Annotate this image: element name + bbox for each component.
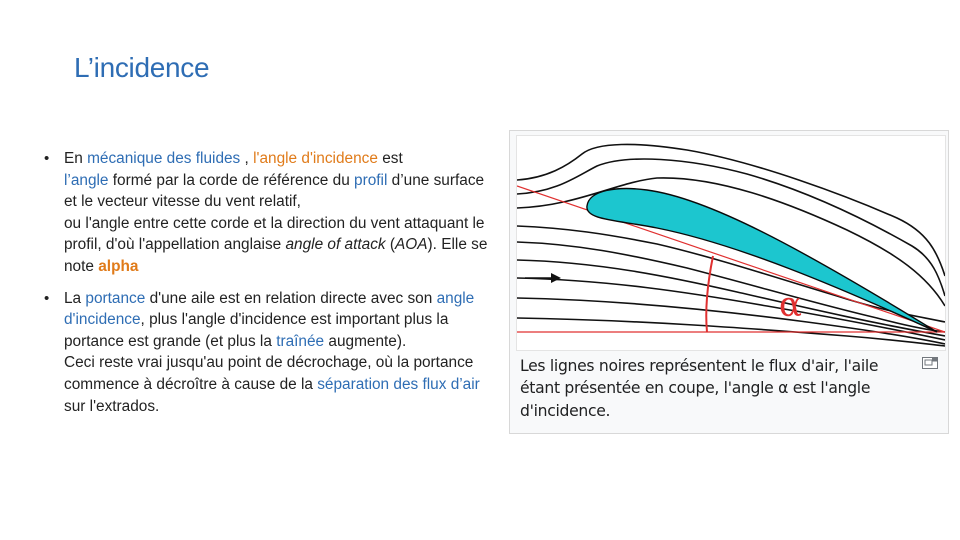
streamline <box>517 242 945 332</box>
text: , plus l'angle d'incidence est important plus la portance est grande (et plus la <box>64 311 449 350</box>
text: sur l'extrados. <box>64 397 160 415</box>
bullet-item-portance <box>44 288 494 418</box>
text: d’une surface et le vecteur vitesse du vent relatif, <box>64 171 485 211</box>
term-aoa: AOA <box>395 236 428 254</box>
text: augmente). <box>324 332 407 350</box>
text: Ceci reste vrai jusqu'au point de décrochage, où la portance commence à décroître à cause de la <box>64 354 474 393</box>
link-angle-incidence[interactable]: angle d'incidence <box>64 289 475 329</box>
text: , <box>240 150 254 167</box>
figure-box <box>509 130 949 434</box>
angle-arc <box>706 256 713 332</box>
airfoil-diagram <box>517 136 945 350</box>
bullet-item-definition <box>44 148 494 278</box>
highlight-alpha: alpha <box>98 257 139 275</box>
airfoil-image[interactable] <box>516 135 946 351</box>
text: La <box>64 289 86 307</box>
figure-caption: Les lignes noires représentent le flux d'air, l'aile étant présentée en coupe, l'angle α est l'angle d'incidence. <box>520 357 879 420</box>
text: ). Elle se note <box>64 236 488 275</box>
link-mecanique-des-fluides[interactable]: mécanique des fluides <box>87 150 241 167</box>
term-angle-of-attack: angle of attack <box>285 236 386 254</box>
text: d'une aile est en relation directe avec son <box>145 289 437 307</box>
text: formé par la corde de référence du <box>108 171 355 189</box>
text: est <box>377 150 403 167</box>
link-portance[interactable]: portance <box>85 289 146 307</box>
text: En <box>64 150 88 167</box>
slide-title: L’incidence <box>74 52 210 83</box>
enlarge-icon[interactable] <box>922 357 938 369</box>
alpha-label: α <box>779 285 802 325</box>
highlight-angle-incidence: l'angle d'incidence <box>253 150 378 167</box>
text: ( <box>385 236 396 254</box>
airfoil-shape <box>587 189 937 332</box>
chord-line <box>517 186 945 332</box>
link-angle[interactable]: l’angle <box>64 171 109 189</box>
link-separation-flux[interactable]: séparation des flux d’air <box>317 375 480 393</box>
streamline <box>517 144 945 276</box>
text: ou l'angle entre cette corde et la direction du vent attaquant le profil, d'où l'appellation anglaise <box>64 214 485 254</box>
link-profil[interactable]: profil <box>354 171 388 189</box>
arrow-icon <box>525 273 561 283</box>
link-trainee[interactable]: traînée <box>276 332 325 350</box>
bullet-list <box>44 148 494 427</box>
